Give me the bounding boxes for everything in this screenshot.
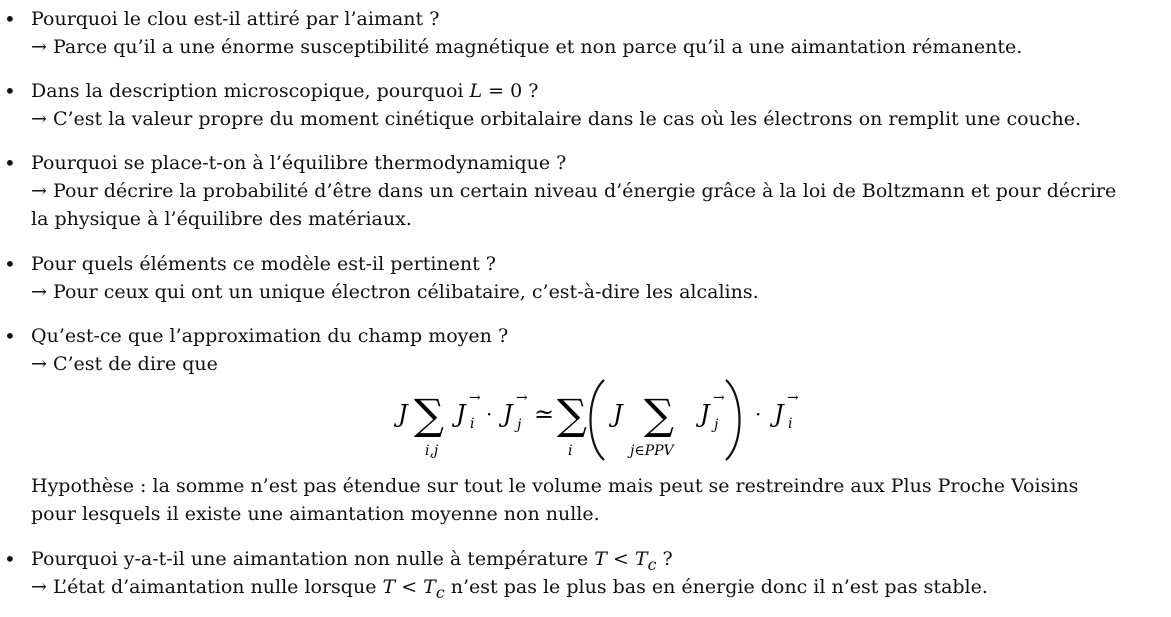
equation-dot-2: · bbox=[755, 402, 762, 426]
arrow-icon: → bbox=[31, 353, 47, 375]
bullet-6: • bbox=[4, 547, 16, 571]
question-6-math: T < T bbox=[594, 548, 648, 570]
equation-sum-i: ∑ bbox=[557, 390, 587, 439]
equation-final-vector-arrow: → bbox=[787, 390, 799, 406]
answer-5 bbox=[31, 350, 218, 378]
hypothesis-5 bbox=[31, 472, 1164, 528]
arrow-icon: → bbox=[31, 180, 47, 202]
question-2-math: L bbox=[469, 80, 483, 102]
answer-1 bbox=[31, 33, 1022, 61]
hypothesis-5-line-2: pour lesquels il existe une aimantation moyenne non nulle. bbox=[31, 503, 600, 525]
answer-6-text-after: n’est pas le plus bas en énergie donc il n’est pas stable. bbox=[444, 576, 988, 598]
answer-4 bbox=[31, 278, 759, 306]
equation-index-ppv: j∈PPV bbox=[630, 443, 674, 459]
equation-approx: ≃ bbox=[534, 400, 555, 428]
equation-spin-ji: J bbox=[456, 400, 466, 428]
answer-6-text-before: L’état d’aimantation nulle lorsque bbox=[52, 576, 383, 598]
equation-inner-vector-arrow: → bbox=[713, 390, 725, 406]
equation-sum-ij: ∑ bbox=[414, 390, 444, 439]
answer-6-subscript: c bbox=[435, 582, 445, 602]
answer-6-math: T < T bbox=[382, 576, 436, 598]
question-6-subscript: c bbox=[647, 554, 657, 574]
answer-4-text: Pour ceux qui ont un unique électron célibataire, c’est-à-dire les alcalins. bbox=[52, 281, 759, 303]
answer-6 bbox=[31, 573, 988, 607]
answer-1-text: Parce qu’il a une énorme susceptibilité magnétique et non parce qu’il a une aimantation rémanente. bbox=[52, 36, 1023, 58]
equation-coupling-j: J bbox=[398, 400, 408, 428]
bullet-1: • bbox=[4, 7, 16, 31]
mean-field-equation bbox=[398, 378, 803, 463]
question-5: Qu’est-ce que l’approximation du champ moyen ? bbox=[31, 325, 509, 347]
question-6-text-before: Pourquoi y-a-t-il une aimantation non nulle à température bbox=[31, 548, 595, 570]
arrow-icon: → bbox=[31, 108, 47, 130]
equation-sum-ppv: ∑ bbox=[644, 390, 674, 439]
bullet-5: • bbox=[4, 324, 16, 348]
equation-spin-jj: J bbox=[503, 400, 513, 428]
question-2-text-after: = 0 ? bbox=[482, 80, 539, 102]
equation-vector-arrow-ji: → bbox=[469, 390, 481, 406]
question-4: Pour quels éléments ce modèle est-il pertinent ? bbox=[31, 253, 496, 275]
question-2-text-before: Dans la description microscopique, pourquoi bbox=[31, 80, 470, 102]
arrow-icon: → bbox=[31, 36, 47, 58]
equation-sub-j: j bbox=[517, 417, 522, 433]
equation-index-i: i bbox=[568, 443, 573, 459]
equation-inner-spin-jj: J bbox=[700, 400, 710, 428]
bullet-3: • bbox=[4, 151, 16, 175]
answer-3-line-1: Pour décrire la probabilité d’être dans un certain niveau d’énergie grâce à la loi de Boltzmann et pour décrire bbox=[52, 180, 1117, 202]
equation-inner-coupling-j: J bbox=[613, 400, 623, 428]
equation-left-paren bbox=[591, 380, 605, 460]
hypothesis-5-line-1: Hypothèse : la somme n’est pas étendue sur tout le volume mais peut se restreindre aux Plus Proche Voisins bbox=[31, 475, 1079, 497]
equation-final-ji: J bbox=[774, 400, 784, 428]
equation-vector-arrow-jj: → bbox=[516, 390, 528, 406]
bullet-4: • bbox=[4, 252, 16, 276]
question-2 bbox=[31, 77, 538, 105]
equation-inner-sub-j: j bbox=[714, 417, 719, 433]
equation-final-sub-i: i bbox=[788, 416, 793, 432]
answer-2 bbox=[31, 105, 1081, 133]
arrow-icon: → bbox=[31, 281, 47, 303]
arrow-icon: → bbox=[31, 576, 47, 598]
answer-3 bbox=[31, 177, 1164, 233]
answer-2-text: C’est la valeur propre du moment cinétique orbitalaire dans le cas où les électrons on remplit une couche. bbox=[52, 108, 1081, 130]
bullet-2: • bbox=[4, 79, 16, 103]
question-6-text-after: ? bbox=[656, 548, 673, 570]
equation-index-ij: i,j bbox=[425, 443, 439, 459]
equation-right-paren bbox=[726, 380, 740, 460]
equation-graphic bbox=[398, 378, 803, 463]
equation-dot-1: · bbox=[486, 402, 493, 426]
question-1: Pourquoi le clou est-il attiré par l’aimant ? bbox=[31, 8, 440, 30]
answer-3-line-2: la physique à l’équilibre des matériaux. bbox=[31, 208, 412, 230]
answer-5-text: C’est de dire que bbox=[52, 353, 218, 375]
question-3: Pourquoi se place-t-on à l’équilibre thermodynamique ? bbox=[31, 152, 567, 174]
equation-sub-i: i bbox=[470, 416, 475, 432]
